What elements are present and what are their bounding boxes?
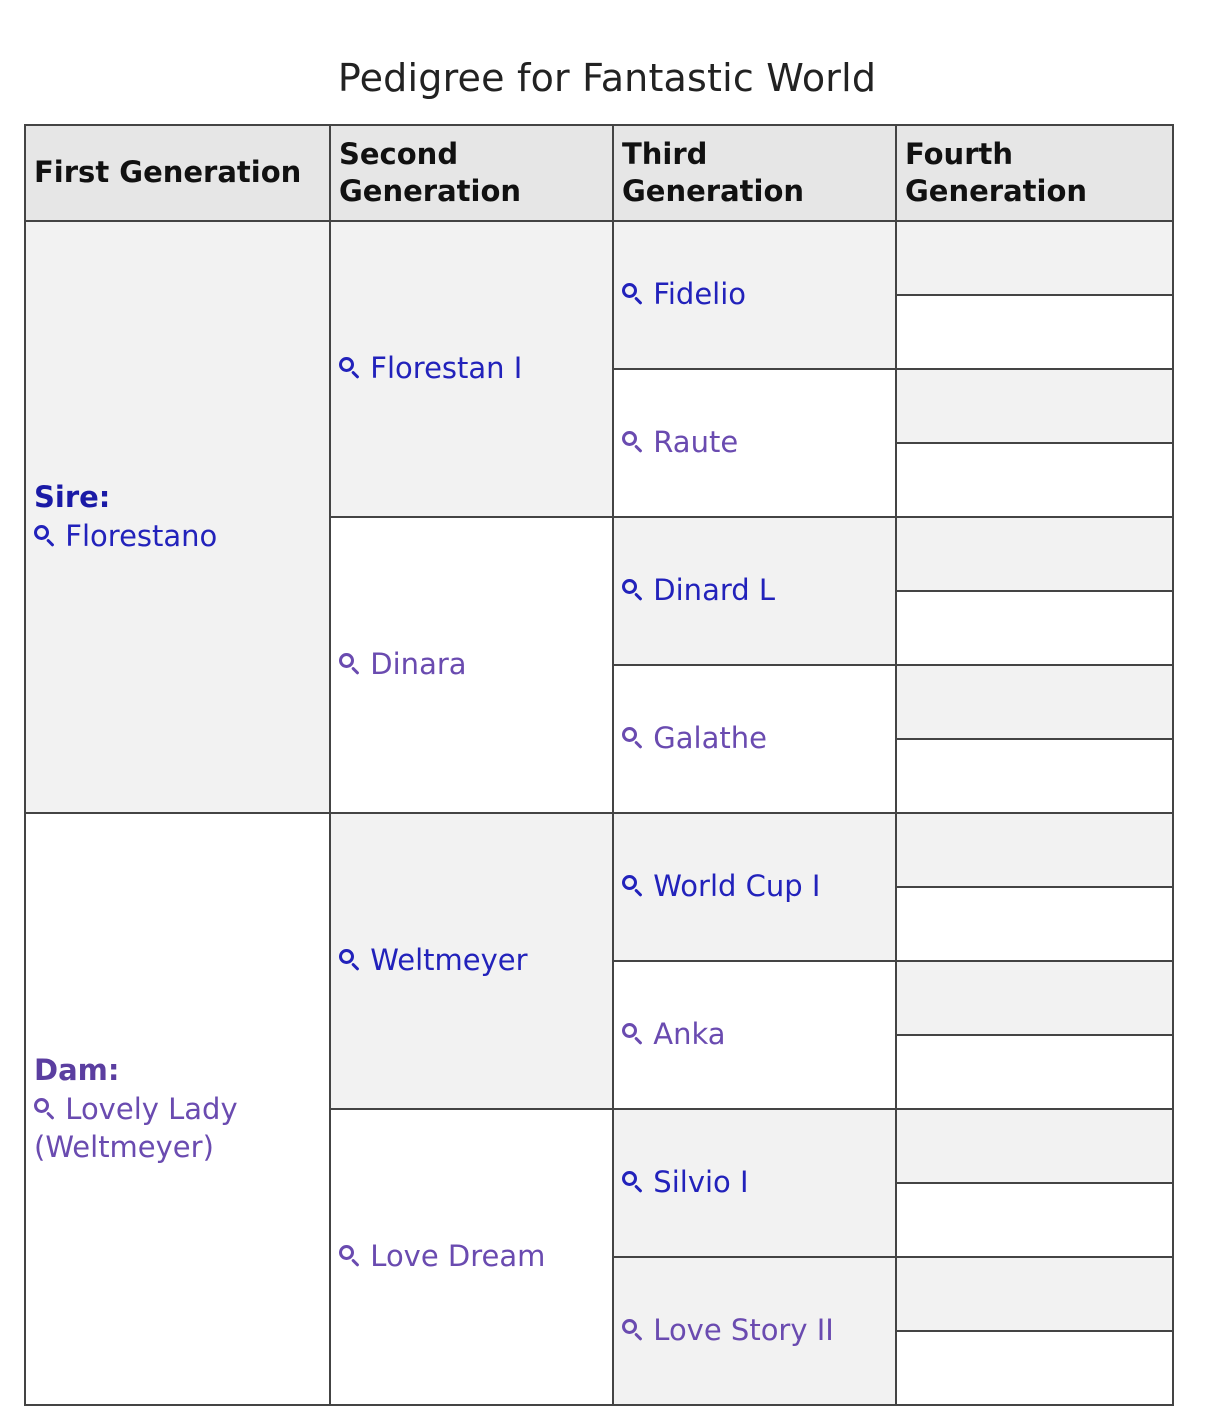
second-generation-cell-4: [330, 1109, 613, 1405]
second-generation-link-1[interactable]: [339, 351, 522, 385]
third-generation-cell-4: [613, 665, 896, 813]
second-generation-name-2: Dinara: [370, 647, 467, 682]
fourth-generation-cell-15: [896, 1257, 1173, 1331]
fourth-generation-cell-3: [896, 369, 1173, 443]
dam-link[interactable]: [34, 1092, 238, 1163]
table-row: [25, 813, 1173, 887]
search-icon: [622, 283, 645, 306]
search-icon: [339, 653, 362, 676]
search-icon: [622, 579, 645, 602]
column-header-third-generation: Third Generation: [613, 125, 896, 221]
search-icon: [34, 525, 57, 548]
sire-link[interactable]: [34, 519, 217, 553]
second-generation-link-3[interactable]: [339, 943, 528, 977]
third-generation-name-3: Dinard L: [653, 573, 776, 608]
second-generation-name-4: Love Dream: [370, 1239, 546, 1274]
fourth-generation-cell-11: [896, 961, 1173, 1035]
third-generation-name-8: Love Story II: [653, 1313, 834, 1348]
column-header-first-generation: First Generation: [25, 125, 330, 221]
third-generation-link-7[interactable]: [622, 1165, 749, 1199]
fourth-generation-cell-14: [896, 1183, 1173, 1257]
second-generation-name-1: Florestan I: [370, 351, 523, 386]
search-icon: [339, 357, 362, 380]
fourth-generation-cell-8: [896, 739, 1173, 813]
fourth-generation-cell-16: [896, 1331, 1173, 1405]
fourth-generation-cell-10: [896, 887, 1173, 961]
third-generation-cell-2: [613, 369, 896, 517]
fourth-generation-cell-12: [896, 1035, 1173, 1109]
second-generation-cell-1: [330, 221, 613, 517]
fourth-generation-cell-7: [896, 665, 1173, 739]
search-icon: [622, 1319, 645, 1342]
first-generation-dam-cell: [25, 813, 330, 1405]
third-generation-cell-5: [613, 813, 896, 961]
third-generation-cell-3: [613, 517, 896, 665]
third-generation-name-7: Silvio I: [653, 1165, 749, 1200]
dam-name: Lovely Lady (Weltmeyer): [34, 1092, 238, 1164]
third-generation-cell-8: [613, 1257, 896, 1405]
search-icon: [622, 431, 645, 454]
table-header-row: [25, 125, 1173, 221]
sire-name: Florestano: [65, 519, 218, 553]
sire-label: Sire:: [34, 479, 111, 514]
fourth-generation-cell-4: [896, 443, 1173, 517]
second-generation-link-2[interactable]: [339, 647, 467, 681]
third-generation-link-3[interactable]: [622, 573, 775, 607]
second-generation-cell-3: [330, 813, 613, 1109]
search-icon: [339, 1245, 362, 1268]
third-generation-name-1: Fidelio: [653, 277, 747, 312]
fourth-generation-cell-13: [896, 1109, 1173, 1183]
search-icon: [339, 949, 362, 972]
fourth-generation-cell-9: [896, 813, 1173, 887]
third-generation-link-6[interactable]: [622, 1017, 726, 1051]
dam-label: Dam:: [34, 1053, 120, 1088]
third-generation-name-2: Raute: [653, 425, 739, 460]
third-generation-link-2[interactable]: [622, 425, 738, 459]
third-generation-link-1[interactable]: [622, 277, 746, 311]
column-header-second-generation: Second Generation: [330, 125, 613, 221]
search-icon: [34, 1098, 57, 1121]
third-generation-link-8[interactable]: [622, 1313, 834, 1347]
third-generation-name-4: Galathe: [653, 721, 767, 756]
third-generation-cell-7: [613, 1109, 896, 1257]
third-generation-name-5: World Cup I: [653, 869, 821, 904]
second-generation-cell-2: [330, 517, 613, 813]
third-generation-name-6: Anka: [653, 1017, 726, 1052]
column-header-fourth-generation: Fourth Generation: [896, 125, 1173, 221]
table-row: [25, 221, 1173, 295]
pedigree-table: [24, 124, 1174, 1406]
third-generation-cell-1: [613, 221, 896, 369]
fourth-generation-cell-1: [896, 221, 1173, 295]
third-generation-link-4[interactable]: [622, 721, 767, 755]
first-generation-sire-cell: [25, 221, 330, 813]
second-generation-name-3: Weltmeyer: [370, 943, 528, 978]
search-icon: [622, 727, 645, 750]
fourth-generation-cell-5: [896, 517, 1173, 591]
fourth-generation-cell-2: [896, 295, 1173, 369]
third-generation-cell-6: [613, 961, 896, 1109]
second-generation-link-4[interactable]: [339, 1239, 545, 1273]
third-generation-link-5[interactable]: [622, 869, 820, 903]
search-icon: [622, 1023, 645, 1046]
fourth-generation-cell-6: [896, 591, 1173, 665]
search-icon: [622, 1171, 645, 1194]
search-icon: [622, 875, 645, 898]
page-title: Pedigree for Fantastic World: [337, 56, 877, 100]
